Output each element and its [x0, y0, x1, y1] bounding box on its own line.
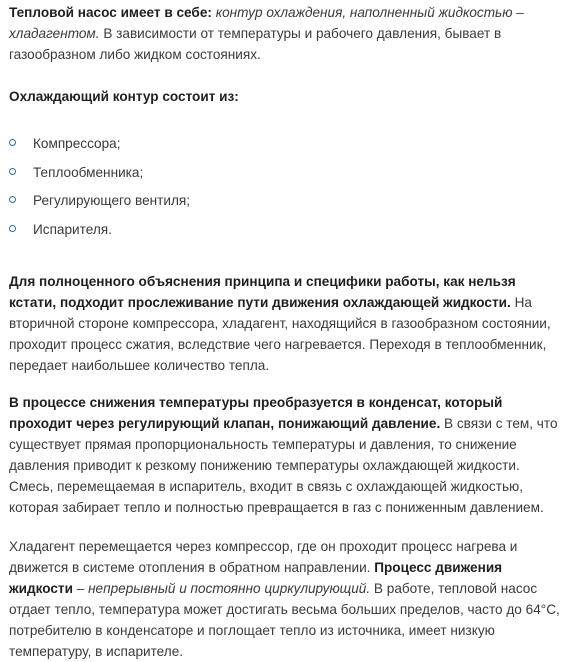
- list-item: [9, 133, 563, 162]
- intro-text: В зависимости от температуры и рабочего давления, бывает в газообразном либо жидком состояниях.: [9, 26, 502, 62]
- circulation-bold: Процесс движения жидкости: [9, 560, 503, 596]
- list-item-label: Компрессора;: [33, 136, 121, 151]
- circle-bullet-icon: [9, 196, 16, 203]
- circle-bullet-icon: [9, 168, 16, 175]
- list-item-label: Регулирующего вентиля;: [33, 193, 191, 208]
- circulation-paragraph: [9, 536, 563, 662]
- intro-italic: контур охлаждения, наполненный жидкостью – хладагентом.: [9, 5, 524, 41]
- list-item: [9, 219, 563, 248]
- list-item-label: Теплообменника;: [33, 164, 144, 180]
- condensation-paragraph: [9, 392, 563, 518]
- circle-bullet-icon: [9, 225, 16, 232]
- list-heading: [9, 86, 563, 107]
- intro-bold: Тепловой насос имеет в себе:: [9, 5, 212, 20]
- condensation-text: В связи с тем, что существует прямая пропорциональность температуры и давления, то снижение давления приводит к резкому понижению температуры охлаждающей жидкости. Смесь, перемещаемая в испаритель, входит в связь с охлаждающей жидкостью, которая забирает тепло и полностью превращается в газ с пониженным давлением.: [9, 416, 558, 515]
- intro-paragraph: [9, 2, 563, 65]
- list-item: [9, 190, 563, 219]
- list-heading-text: Охлаждающий контур состоит из:: [9, 89, 239, 104]
- circle-bullet-icon: [9, 139, 16, 146]
- circulation-text-2: В работе, тепловой насос отдает тепло, температура может достигать весьма больших пределов, часто до 64°C, потребителю в конденсаторе и поглощает тепло из источника, имеет низкую температуру, в испарителе.: [9, 581, 560, 659]
- principle-text: На вторичной стороне компрессора, хладагент, находящийся в газообразном состоянии, проходит процесс сжатия, вследствие чего нагревается. Переходя в теплообменник, передает наибольшее количество тепла.: [9, 295, 551, 373]
- list-item-label: Испарителя.: [33, 221, 112, 237]
- circulation-text-1: Хладагент перемещается через компрессор, где он проходит процесс нагрева и движется в системе отопления в обратном направлении.: [9, 539, 518, 575]
- list-item: [9, 162, 563, 191]
- circulation-italic: – непрерывный и постоянно циркулирующий.: [76, 581, 371, 596]
- components-list: [9, 133, 563, 247]
- principle-bold: Для полноценного объяснения принципа и специфики работы, как нельзя кстати, подходит прослеживание пути движения охлаждающей жидкости.: [9, 274, 516, 310]
- principle-paragraph: [9, 271, 563, 376]
- condensation-bold: В процессе снижения температуры преобразуется в конденсат, который проходит через регулирующий клапан, понижающий давление.: [9, 395, 503, 431]
